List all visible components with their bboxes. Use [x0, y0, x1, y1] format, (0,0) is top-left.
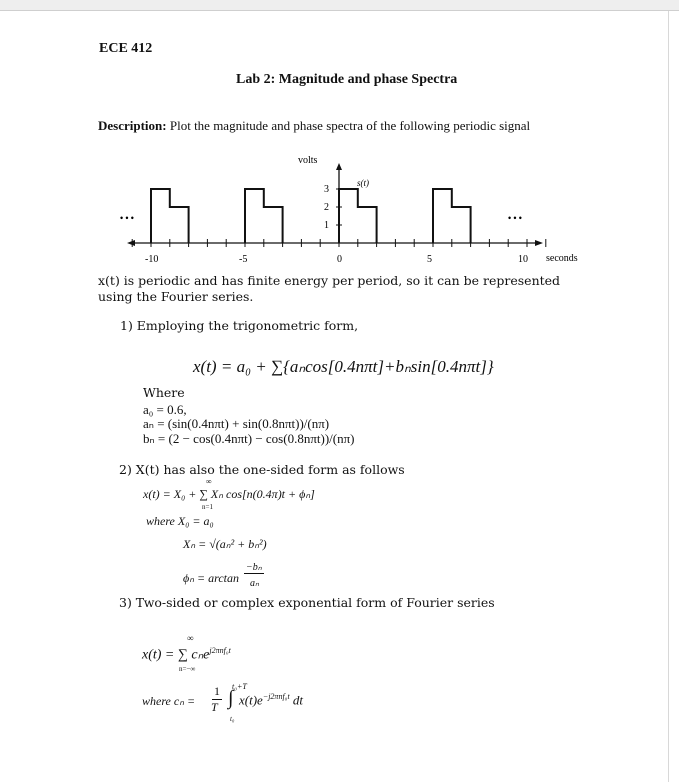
signal-pulse-2: [245, 189, 283, 243]
where-label: Where: [143, 385, 185, 400]
a0-definition: a₀ = 0.6,: [143, 402, 187, 417]
xtick-label-neg10: -10: [145, 254, 159, 265]
signal-pulse-3: [339, 189, 377, 243]
signal-figure: [100, 147, 600, 267]
where-x0: where X₀ = a₀: [146, 514, 214, 528]
equation-trig-form: x(t) = a₀ + ∑{aₙcos[0.4nπt]+bₙsin[0.4nπt]}: [193, 357, 494, 376]
description: [98, 118, 530, 134]
equation-complex-form: [142, 646, 231, 664]
phin-definition: ϕₙ = arctan: [183, 571, 239, 585]
fraction-numerator: 1: [214, 684, 220, 698]
x-axis-label: seconds: [546, 253, 578, 264]
signal-label: s(t): [357, 178, 369, 188]
phin-numerator: −bₙ: [246, 562, 262, 573]
eq2-sum-bottom: n=1: [202, 503, 213, 511]
bn-definition: bₙ = (2 − cos(0.4nπt) − cos(0.8nπt))/(nπ): [143, 431, 355, 446]
x-axis-arrow-right: [535, 240, 543, 246]
document-page: [0, 11, 669, 782]
signal-pulse-1: [151, 189, 189, 243]
eq2-sum-top: ∞: [206, 477, 212, 486]
ellipsis-left: • • •: [120, 213, 134, 223]
signal-pulse-4: [433, 189, 471, 243]
course-code: ECE 412: [99, 41, 153, 56]
item-2: 2) X(t) has also the one-sided form as follows: [119, 462, 405, 477]
y-axis-arrow: [336, 163, 342, 170]
where-cn: where cₙ =: [142, 694, 196, 708]
eq3-sum-top: ∞: [187, 633, 194, 643]
ytick-3: 3: [324, 184, 329, 195]
ytick-1: 1: [324, 220, 329, 231]
item-1: 1) Employing the trigonometric form,: [120, 318, 359, 333]
xtick-label-0: 0: [337, 254, 342, 265]
ytick-2: 2: [324, 202, 329, 213]
eq3-body: x(t) = ∑ cₙe: [142, 647, 210, 663]
integrand-exponent: −j2πnf₀t: [262, 692, 290, 701]
x-axis-arrow-left: [127, 240, 135, 246]
integral-lower-limit: t₀: [230, 715, 235, 723]
an-definition: aₙ = (sin(0.4nπt) + sin(0.8nπt))/(nπ): [143, 416, 330, 431]
fraction-denominator: T: [211, 700, 218, 714]
integral-sign: ∫: [228, 687, 234, 709]
integrand-body: x(t)e: [239, 692, 263, 708]
phin-denominator: aₙ: [250, 578, 259, 589]
description-label: Description:: [98, 118, 167, 133]
top-toolbar-strip: [0, 0, 679, 11]
periodic-note: x(t) is periodic and has finite energy per period, so it can be represented using the Fourier series.: [98, 273, 561, 304]
eq3-exponent: j2πnf₀t: [209, 646, 231, 655]
signal-plot-layer: [127, 163, 546, 247]
item-3: 3) Two-sided or complex exponential form of Fourier series: [119, 595, 495, 610]
xtick-label-neg5: -5: [239, 254, 248, 265]
differential: dt: [292, 692, 304, 708]
eq3-sum-bottom: n=−∞: [179, 665, 196, 673]
integrand: [239, 692, 303, 708]
xtick-label-5: 5: [427, 254, 432, 265]
equation-one-sided: x(t) = X₀ + ∑ Xₙ cos[n(0.4π)t + ϕₙ]: [143, 487, 315, 501]
description-text: Plot the magnitude and phase spectra of the following periodic signal: [166, 118, 531, 133]
integral-upper-limit: t₀+T: [232, 682, 247, 691]
lab-title: Lab 2: Magnitude and phase Spectra: [236, 72, 458, 87]
xtick-label-10: 10: [518, 254, 528, 265]
xn-definition: Xₙ = √(aₙ² + bₙ²): [183, 537, 267, 551]
y-axis-label: volts: [298, 155, 318, 166]
ellipsis-right: • • •: [508, 213, 522, 223]
